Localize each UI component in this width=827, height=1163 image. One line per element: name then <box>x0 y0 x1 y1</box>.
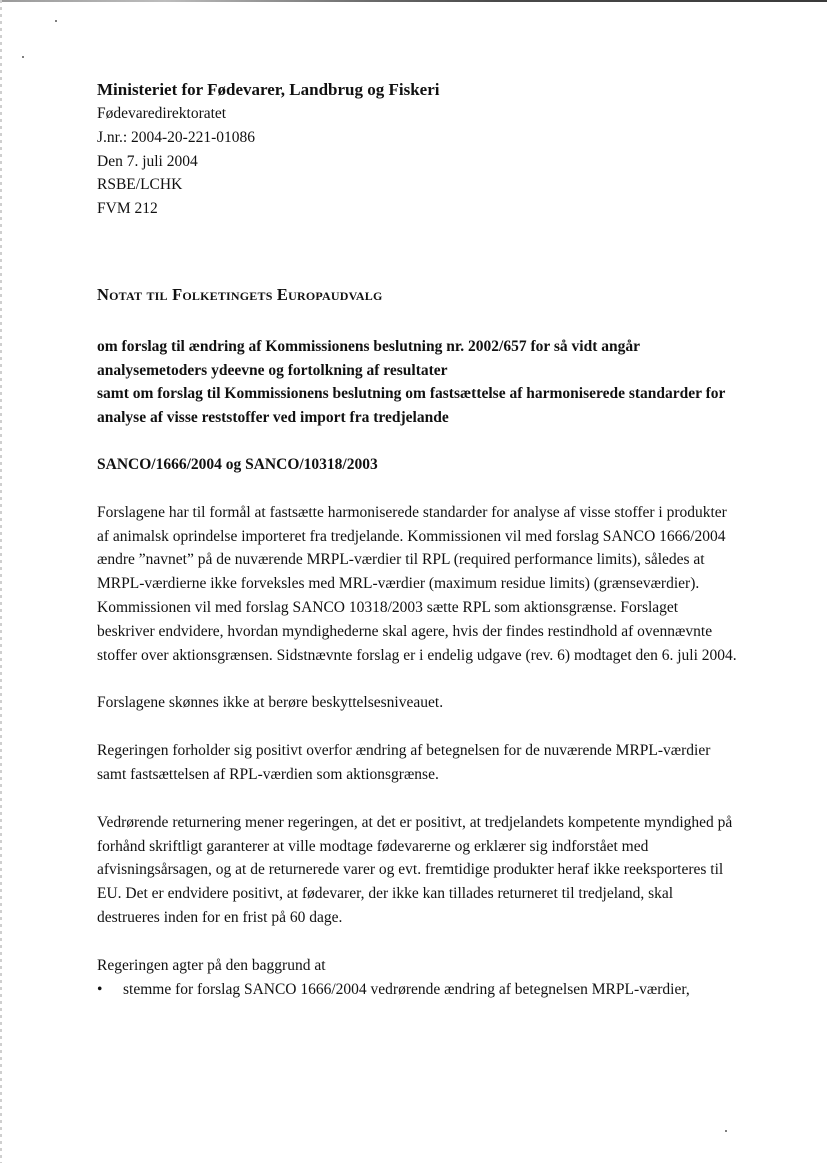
intent-bullet-list <box>97 978 737 1002</box>
ministry-name: Ministeriet for Fødevarer, Landbrug og Fiskeri <box>97 80 440 99</box>
paragraph-returns: Vedrørende returnering mener regeringen, at det er positivt, at tredjelandets kompetente myndighed på forhånd skriftligt garanterer at ville modtage fødevarerne og erklærer sig indforstået med afvisningsårsagen, og at de returnerede varer og evt. fremtidige produkter heraf ikke reeksporteres til EU. Det er endvidere positivt, at fødevarer, der ikke kan tillades returneret til tredjeland, skal destrueres inden for en frist på 60 dage. <box>97 813 733 926</box>
author-initials: RSBE/LCHK <box>97 176 183 194</box>
paragraph-protection-level: Forslagene skønnes ikke at berøre beskyttelsesniveauet. <box>97 694 444 712</box>
directorate-name: Fødevaredirektoratet <box>97 105 227 122</box>
document-page <box>97 78 737 1001</box>
subject-line-1: om forslag til ændring af Kommissionens beslutning nr. 2002/657 for så vidt angår analysemetoders ydeevne og fortolkning af resultater <box>97 337 640 379</box>
bullet-icon: • <box>97 980 103 998</box>
paragraph-intent-intro: Regeringen agter på den baggrund at <box>97 956 326 974</box>
reference-numbers: SANCO/1666/2004 og SANCO/10318/2003 <box>97 455 378 473</box>
subject-line-2: samt om forslag til Kommissionens beslutning om fastsættelse af harmoniserede standarder for analyse af visse reststoffer ved import fra tredjelande <box>97 385 726 427</box>
scan-top-edge <box>0 0 827 2</box>
document-date: Den 7. juli 2004 <box>97 152 198 170</box>
subject-block <box>97 335 737 430</box>
scan-speck <box>22 56 24 58</box>
list-item <box>97 978 737 1002</box>
notat-title: Notat til Folketingets Europaudvalg <box>97 284 383 304</box>
scan-speck <box>55 20 57 22</box>
journal-number: J.nr.: 2004-20-221-01086 <box>97 128 256 146</box>
list-item-text: stemme for forslag SANCO 1666/2004 vedrørende ændring af betegnelsen MRPL-værdier, <box>123 980 690 998</box>
scan-left-edge <box>0 0 2 1163</box>
paragraph-government-position: Regeringen forholder sig positivt overfor ændring af betegnelsen for de nuværende MRPL-værdier samt fastsættelsen af RPL-værdien som aktionsgrænse. <box>97 742 711 783</box>
fvm-number: FVM 212 <box>97 200 158 218</box>
paragraph-purpose: Forslagene har til formål at fastsætte harmoniserede standarder for analyse af visse stoffer i produkter af animalsk oprindelse importeret fra tredjelande. Kommissionen vil med forslag SANCO 1666/2004 ændre ”navnet” på de nuværende MRPL-værdier til RPL (required performance limits), således at MRPL-værdierne ikke forveksles med MRL-værdier (maximum residue limits) (grænseværdier). Kommissionen vil med forslag SANCO 10318/2003 sætte RPL som aktionsgrænse. Forslaget beskriver endvidere, hvordan myndighederne skal agere, hvis der findes restindhold af ovennævnte stoffer over aktionsgrænsen. Sidstnævnte forslag er i endelig udgave (rev. 6) modtaget den 6. juli 2004. <box>97 503 737 664</box>
scan-speck <box>725 1130 727 1132</box>
